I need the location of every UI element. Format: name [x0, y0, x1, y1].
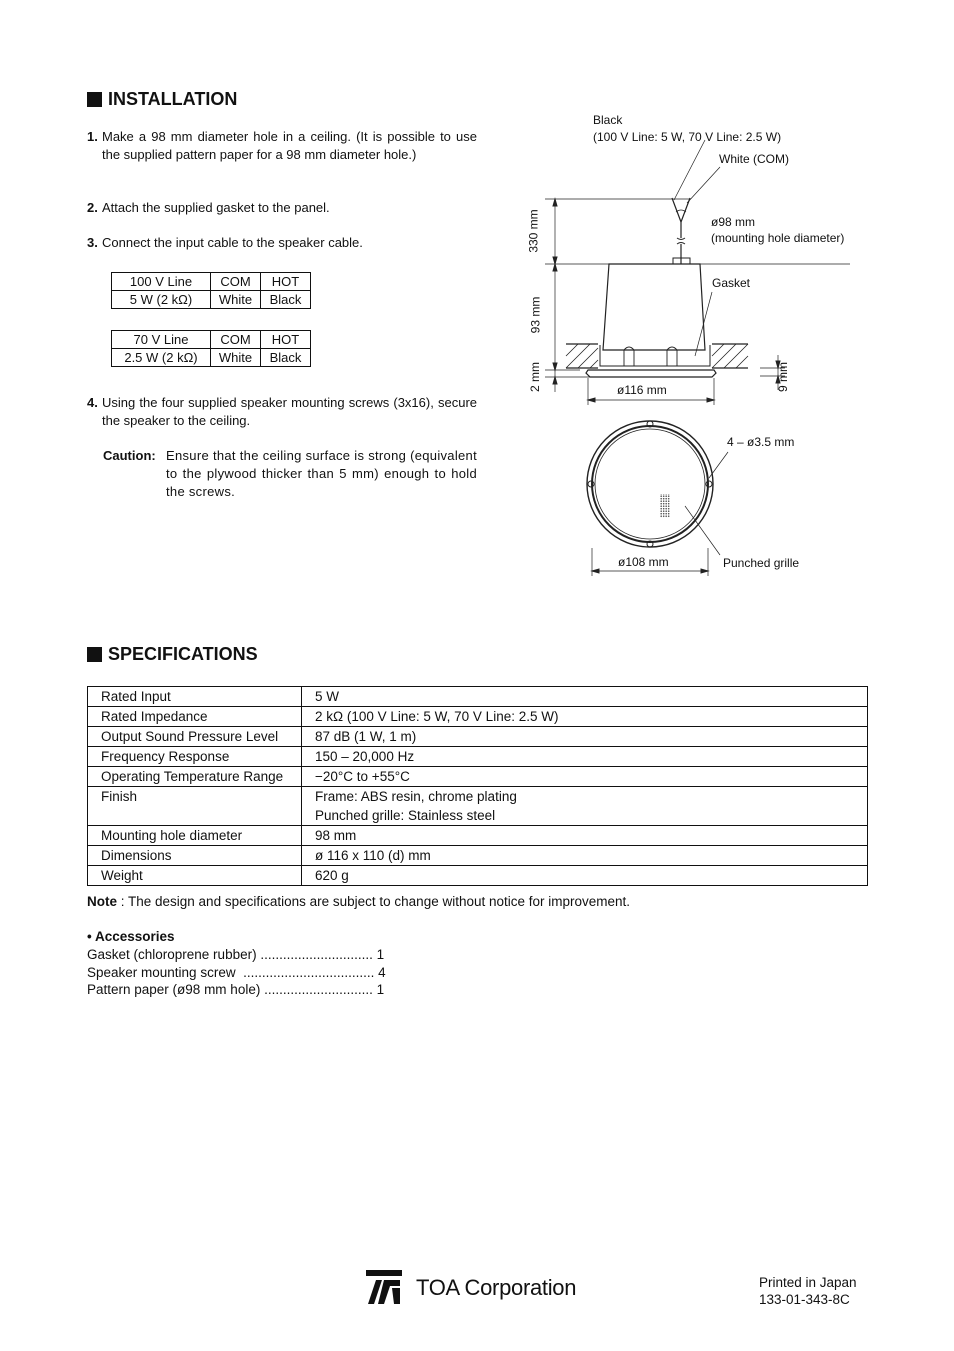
accessories-title: • Accessories — [87, 929, 175, 944]
grille-dots — [660, 494, 670, 518]
installation-heading: INSTALLATION — [87, 89, 237, 110]
caution-note: Caution: Ensure that the ceiling surface is strong (equivalent to the plywood thicker than 5 mm) enough to hold the screws. — [103, 448, 477, 499]
step-3: 3. Connect the input cable to the speaker cable. — [87, 235, 363, 250]
black-wire-note: (100 V Line: 5 W, 70 V Line: 2.5 W) — [593, 130, 782, 144]
screw-holes-label: 4 – ø3.5 mm — [727, 435, 795, 449]
step-4: 4. Using the four supplied speaker mounting screws (3x16), secure the speaker to the ceiling. — [87, 395, 477, 428]
table-row: Weight 620 g — [88, 866, 868, 886]
dim-93-label: 93 mm — [528, 296, 543, 334]
dim-108-label: ø108 mm — [618, 555, 669, 569]
table-row: Operating Temperature Range −20°C to +55°C — [88, 767, 868, 787]
table-row: Finish Frame: ABS resin, chrome plating Punched grille: Stainless steel — [88, 787, 868, 826]
toa-logo-icon — [366, 1270, 402, 1306]
table-row: Mounting hole diameter 98 mm — [88, 826, 868, 846]
specifications-heading: SPECIFICATIONS — [87, 644, 258, 665]
company-name: TOA Corporation — [416, 1275, 577, 1300]
table-row: Output Sound Pressure Level 87 dB (1 W, 1 m) — [88, 727, 868, 747]
dim-9-label: 9 mm — [776, 362, 790, 392]
print-info: Printed in Japan 133-01-343-8C — [759, 1275, 857, 1307]
list-item: Pattern paper (ø98 mm hole) ............................. 1 — [87, 982, 385, 997]
table-row: Rated Impedance 2 kΩ (100 V Line: 5 W, 70 V Line: 2.5 W) — [88, 707, 868, 727]
list-item: Gasket (chloroprene rubber) .............................. 1 — [87, 947, 385, 962]
hole-diameter-note: (mounting hole diameter) — [711, 231, 845, 245]
black-wire-label: Black — [593, 113, 623, 127]
speaker-diagram — [0, 0, 954, 600]
dim-330-label: 330 mm — [526, 209, 541, 253]
step-1: 1. Make a 98 mm diameter hole in a ceiling. (It is possible to use the supplied pattern paper for a 98 mm diameter hole.) — [87, 129, 477, 162]
dim-2-label: 2 mm — [528, 362, 542, 392]
table-row: Dimensions ø 116 x 110 (d) mm — [88, 846, 868, 866]
toa-logo — [366, 1270, 576, 1306]
specifications-table — [87, 686, 868, 886]
white-wire-label: White (COM) — [719, 152, 789, 166]
gasket-label: Gasket — [712, 276, 751, 290]
punched-grille-label: Punched grille — [723, 556, 800, 570]
wiring-table-70v: 70 V Line COM HOT 2.5 W (2 kΩ) White Black — [111, 330, 311, 367]
square-bullet-icon — [87, 647, 102, 662]
step-2: 2. Attach the supplied gasket to the panel. — [87, 200, 330, 215]
note: Note : The design and specifications are subject to change without notice for improvement. — [87, 894, 631, 909]
list-item: Speaker mounting screw ................................... 4 — [87, 965, 386, 980]
table-row: Frequency Response 150 – 20,000 Hz — [88, 747, 868, 767]
table-row: Rated Input 5 W — [88, 687, 868, 707]
hole-diameter-label: ø98 mm — [711, 215, 756, 229]
wiring-table-100v: 100 V Line COM HOT 5 W (2 kΩ) White Black — [111, 272, 311, 309]
dim-116-label: ø116 mm — [617, 383, 667, 397]
